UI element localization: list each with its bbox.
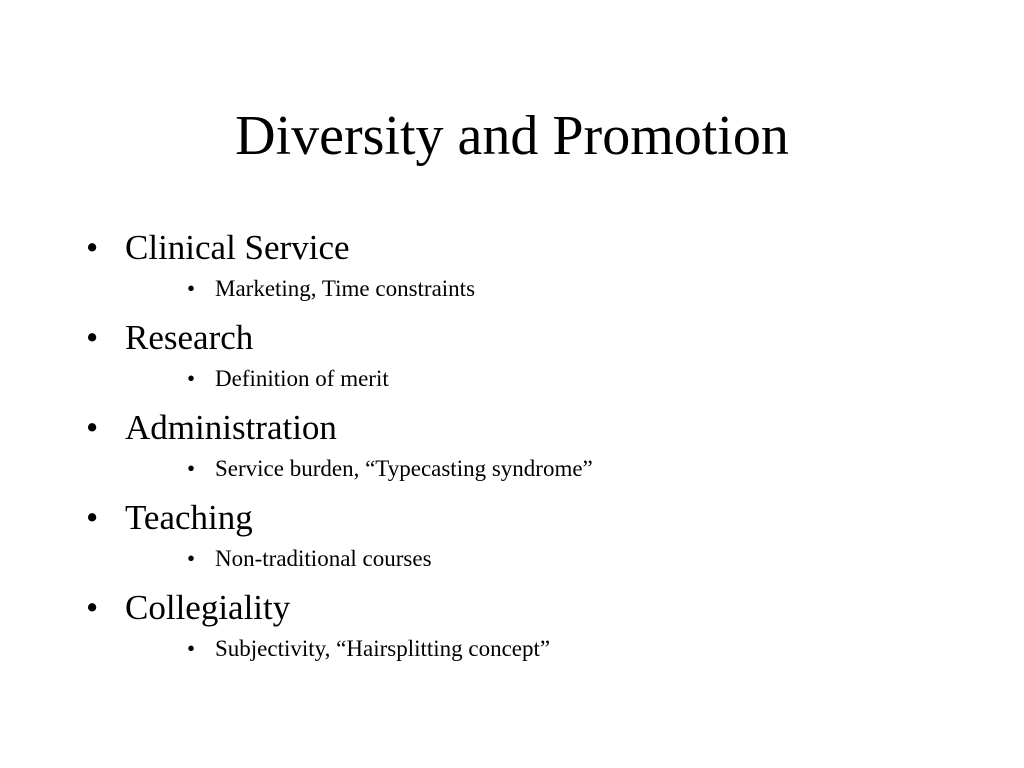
sub-bullet — [86, 540, 986, 586]
sub-bullet-label: Subjectivity, “Hairsplitting concept” — [215, 636, 551, 661]
bullet-item-teaching — [86, 496, 986, 586]
bullet-label: Clinical Service — [125, 228, 350, 267]
bullet-main — [86, 316, 986, 360]
sub-bullet-icon: • — [187, 366, 196, 391]
slide-title: Diversity and Promotion — [235, 105, 789, 167]
sub-bullet-label: Definition of merit — [215, 366, 389, 391]
bullet-icon: • — [86, 408, 99, 447]
bullet-icon: • — [86, 588, 99, 627]
bullet-icon: • — [86, 318, 99, 357]
bullet-icon: • — [86, 228, 99, 267]
bullet-label: Administration — [125, 408, 337, 447]
sub-bullet-label: Service burden, “Typecasting syndrome” — [215, 456, 593, 481]
bullet-item-research — [86, 316, 986, 406]
bullet-item-administration — [86, 406, 986, 496]
bullet-list — [86, 226, 986, 676]
sub-bullet-icon: • — [187, 546, 196, 571]
bullet-item-clinical-service — [86, 226, 986, 316]
bullet-item-collegiality — [86, 586, 986, 676]
bullet-label: Teaching — [125, 498, 253, 537]
sub-bullet-icon: • — [187, 636, 196, 661]
bullet-icon: • — [86, 498, 99, 537]
sub-bullet — [86, 450, 986, 496]
bullet-label: Collegiality — [125, 588, 291, 627]
sub-bullet — [86, 270, 986, 316]
bullet-main — [86, 586, 986, 630]
bullet-main — [86, 226, 986, 270]
sub-bullet — [86, 630, 986, 676]
bullet-main — [86, 406, 986, 450]
sub-bullet-label: Non-traditional courses — [215, 546, 432, 571]
sub-bullet — [86, 360, 986, 406]
bullet-main — [86, 496, 986, 540]
sub-bullet-label: Marketing, Time constraints — [215, 276, 476, 301]
sub-bullet-icon: • — [187, 456, 196, 481]
bullet-label: Research — [125, 318, 254, 357]
sub-bullet-icon: • — [187, 276, 196, 301]
